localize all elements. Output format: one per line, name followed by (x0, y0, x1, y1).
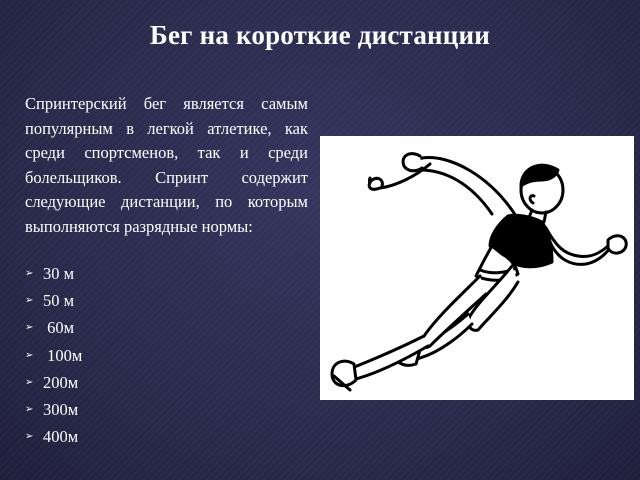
distance-label: 60м (43, 318, 75, 338)
pointer-arrow-icon: ➢ (25, 322, 34, 334)
list-item (25, 396, 308, 423)
pointer-arrow-icon: ➢ (25, 349, 34, 361)
distance-label: 400м (43, 427, 79, 447)
runner-front-fist (608, 236, 626, 253)
pointer-arrow-icon: ➢ (25, 431, 34, 443)
distance-label: 100м (43, 345, 83, 365)
pointer-arrow-icon: ➢ (25, 295, 34, 307)
sprinter-illustration (320, 136, 634, 400)
pointer-arrow-icon: ➢ (25, 376, 34, 388)
distance-label: 30 м (43, 264, 75, 283)
sprinter-runner-icon (320, 136, 634, 400)
list-item (25, 342, 308, 369)
pointer-arrow-icon: ➢ (25, 403, 34, 415)
list-item (25, 423, 308, 450)
distance-list (25, 260, 308, 450)
pointer-arrow-icon: ➢ (25, 268, 34, 279)
list-item (25, 287, 308, 314)
slide-title: Бег на короткие дистанции (149, 20, 491, 50)
list-item (25, 369, 308, 396)
runner-back-arm (416, 158, 516, 216)
distance-label: 300м (43, 399, 79, 419)
distance-label: 200м (43, 372, 79, 392)
slide-paragraph: Спринтерский бег является самым популярным в легкой атлетике, как среди спортсменов, так и среди болельщиков. Спринт содержит следующие дистанции, по которым выполняются разрядные нормы: (25, 94, 308, 236)
distance-label: 50 м (43, 291, 75, 311)
list-item (25, 260, 308, 287)
list-item (25, 314, 308, 341)
